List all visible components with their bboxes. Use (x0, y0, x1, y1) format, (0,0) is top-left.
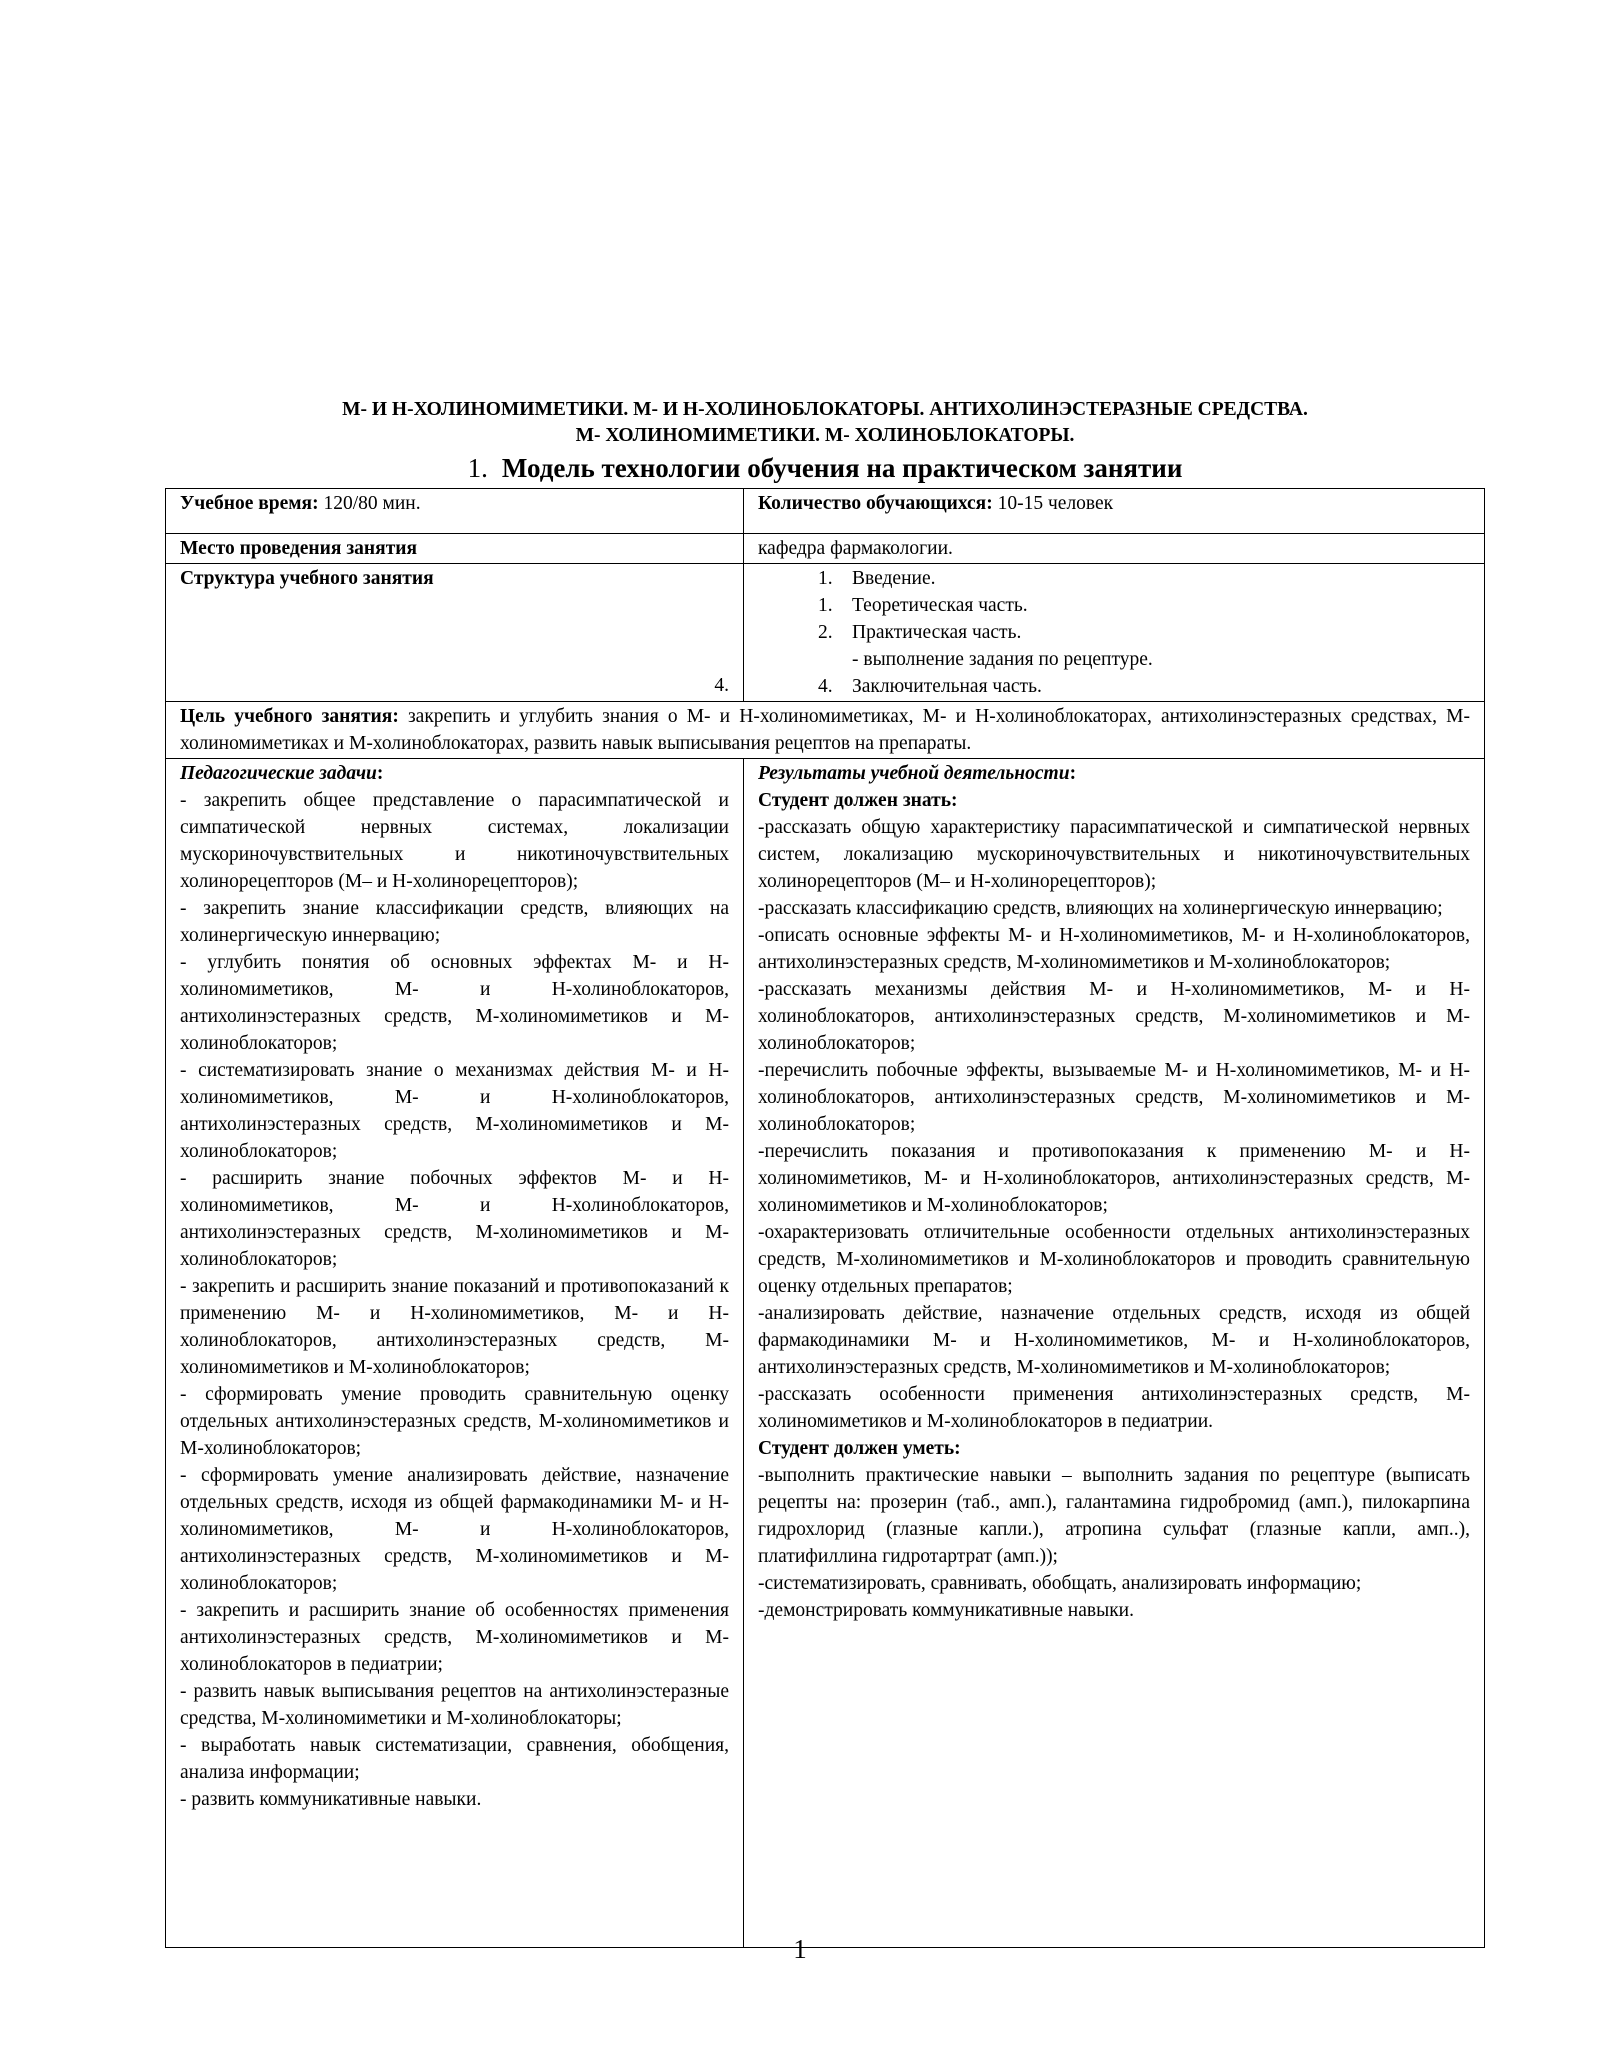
lesson-goal-label: Цель учебного занятия: (180, 706, 399, 727)
table-row (166, 759, 1485, 1948)
place-value: кафедра фармакологии. (758, 538, 953, 559)
students-count-label: Количество обучающихся: (758, 493, 993, 514)
document-heading (165, 397, 1485, 449)
place-value-cell (744, 534, 1485, 564)
structure-list (758, 565, 1470, 700)
results-heading-colon: : (1069, 763, 1077, 784)
list-item: - закрепить знание классификации средств, влияющих на холинергическую иннервацию; (180, 898, 729, 946)
structure-label-cell (166, 564, 744, 702)
list-item: -рассказать общую характеристику парасимпатической и симпатической нервных систем, локализацию мускориночувствительных и никотиночувствительных холинорецепторов (М– и Н-холинорецепторов); (758, 817, 1470, 892)
study-time-label: Учебное время: (180, 493, 319, 514)
list-item-text: Заключительная часть. (852, 676, 1042, 697)
list-item: -описать основные эффекты М- и Н-холиномиметиков, М- и Н-холиноблокаторов, антихолинэстеразных средств, М-холиномиметиков и М-холиноблокаторов; (758, 925, 1470, 973)
list-item: -рассказать классификацию средств, влияющих на холинергическую иннервацию; (758, 898, 1443, 919)
list-item-number: 4. (818, 676, 833, 697)
must-be-able-heading: Студент должен уметь: (758, 1438, 961, 1459)
list-item (818, 592, 1470, 619)
list-item (818, 646, 1470, 673)
list-item-number: 2. (818, 622, 833, 643)
list-item-number: 1. (818, 568, 833, 589)
list-item: - выработать навык систематизации, сравнения, обобщения, анализа информации; (180, 1735, 729, 1783)
section-title (165, 452, 1485, 484)
list-item-text: Практическая часть. (852, 622, 1022, 643)
lesson-goal-text: закрепить и углубить знания о М- и Н-холиномиметиках, М- и Н-холиноблокаторах, антихолинэстеразных средствах, М-холиномиметиках и М-холиноблокаторах, развить навык выписывания рецептов на препараты. (180, 706, 1470, 754)
section-title-text: Модель технологии обучения на практическом занятии (501, 453, 1183, 483)
list-item-text: Введение. (852, 568, 936, 589)
list-item: - закрепить и расширить знание показаний и противопоказаний к применению М- и Н-холиномиметиков, М- и Н-холиноблокаторов, антихолинэстеразных средств, М-холиномиметиков и М-холиноблокаторов; (180, 1276, 729, 1378)
structure-left-number: 4. (714, 675, 729, 696)
list-item-text: - выполнение задания по рецептуре. (852, 649, 1153, 670)
learning-results-heading (758, 760, 1470, 787)
list-item: - сформировать умение проводить сравнительную оценку отдельных антихолинэстеразных средств, М-холиномиметиков и М-холиноблокаторов; (180, 1384, 729, 1459)
study-time-cell (166, 489, 744, 534)
list-item: -рассказать особенности применения антихолинэстеразных средств, М-холиномиметиков и М-холиноблокаторов в педиатрии. (758, 1384, 1470, 1432)
heading-line-1: М- И Н-ХОЛИНОМИМЕТИКИ. М- И Н-ХОЛИНОБЛОКАТОРЫ. АНТИХОЛИНЭСТЕРАЗНЫЕ СРЕДСТВА. (342, 399, 1308, 420)
lesson-goal-cell (166, 702, 1485, 759)
list-item: -перечислить показания и противопоказания к применению М- и Н-холиномиметиков, М- и Н-холиноблокаторов, антихолинэстеразных средств, М-холиномиметиков и М-холиноблокаторов; (758, 1141, 1470, 1216)
students-count-value: 10-15 человек (992, 493, 1114, 514)
study-time-value: 120/80 мин. (318, 493, 421, 514)
learning-results-cell (744, 759, 1485, 1948)
list-item (818, 565, 1470, 592)
tasks-heading-text: Педагогические задачи (180, 763, 377, 784)
must-know-heading: Студент должен знать: (758, 790, 958, 811)
table-row (166, 489, 1485, 534)
list-item: - закрепить и расширить знание об особенностях применения антихолинэстеразных средств, М-холиномиметиков и М-холиноблокаторов в педиатрии; (180, 1600, 729, 1675)
list-item: - систематизировать знание о механизмах действия М- и Н-холиномиметиков, М- и Н-холиноблокаторов, антихолинэстеразных средств, М-холиномиметиков и М-холиноблокаторов; (180, 1060, 729, 1162)
section-number: 1. (467, 453, 488, 483)
list-item: -рассказать механизмы действия М- и Н-холиномиметиков, М- и Н-холиноблокаторов, антихолинэстеразных средств, М-холиномиметиков и М-холиноблокаторов; (758, 979, 1470, 1054)
list-item (818, 619, 1470, 646)
list-item: -перечислить побочные эффекты, вызываемые М- и Н-холиномиметиков, М- и Н-холиноблокаторов, антихолинэстеразных средств, М-холиномиметиков и М-холиноблокаторов; (758, 1060, 1470, 1135)
table-row (166, 564, 1485, 702)
list-item: - развить навык выписывания рецептов на антихолинэстеразные средства, М-холиномиметики и М-холиноблокаторы; (180, 1681, 729, 1729)
page-number: 1 (793, 1934, 807, 1964)
results-heading-text: Результаты учебной деятельности (758, 763, 1070, 784)
place-label-cell (166, 534, 744, 564)
list-item: - сформировать умение анализировать действие, назначение отдельных средств, исходя из общей фармакодинамики М- и Н-холиномиметиков, М- и Н-холиноблокаторов, антихолинэстеразных средств, М-холиномиметиков и М-холиноблокаторов; (180, 1465, 729, 1594)
list-item: -демонстрировать коммуникативные навыки. (758, 1600, 1134, 1621)
table-row (166, 534, 1485, 564)
pedagogical-tasks-cell (166, 759, 744, 1948)
lesson-model-table (165, 488, 1485, 1948)
list-item-number: 1. (818, 595, 833, 616)
students-count-cell (744, 489, 1485, 534)
pedagogical-tasks-heading (180, 760, 729, 787)
list-item: - развить коммуникативные навыки. (180, 1789, 482, 1810)
heading-line-2: М- ХОЛИНОМИМЕТИКИ. М- ХОЛИНОБЛОКАТОРЫ. (575, 425, 1075, 446)
list-item: -систематизировать, сравнивать, обобщать, анализировать информацию; (758, 1573, 1362, 1594)
list-item-text: Теоретическая часть. (852, 595, 1028, 616)
structure-list-cell (744, 564, 1485, 702)
list-item (818, 673, 1470, 700)
tasks-heading-colon: : (376, 763, 384, 784)
list-item: -анализировать действие, назначение отдельных средств, исходя из общей фармакодинамики М- и Н-холиномиметиков, М- и Н-холиноблокаторов, антихолинэстеразных средств, М-холиномиметиков и М-холиноблокаторов; (758, 1303, 1470, 1378)
list-item: - расширить знание побочных эффектов М- и Н-холиномиметиков, М- и Н-холиноблокаторов, антихолинэстеразных средств, М-холиномиметиков и М-холиноблокаторов; (180, 1168, 729, 1270)
table-row (166, 702, 1485, 759)
list-item: - углубить понятия об основных эффектах М- и Н-холиномиметиков, М- и Н-холиноблокаторов, антихолинэстеразных средств, М-холиномиметиков и М-холиноблокаторов; (180, 952, 729, 1054)
structure-label: Структура учебного занятия (180, 568, 434, 589)
list-item: -охарактеризовать отличительные особенности отдельных антихолинэстеразных средств, М-холиномиметиков и М-холиноблокаторов и проводить сравнительную оценку отдельных препаратов; (758, 1222, 1470, 1297)
list-item: -выполнить практические навыки – выполнить задания по рецептуре (выписать рецепты на: прозерин (таб., амп.), галантамина гидробромид (амп.), пилокарпина гидрохлорид (глазные капли.), атропина сульфат (глазные капли, амп..), платифиллина гидротартрат (амп.)); (758, 1465, 1470, 1567)
list-item: - закрепить общее представление о парасимпатической и симпатической нервных системах, локализации мускориночувствительных и никотиночувствительных холинорецепторов (М– и Н-холинорецепторов); (180, 790, 729, 892)
place-label: Место проведения занятия (180, 538, 418, 559)
